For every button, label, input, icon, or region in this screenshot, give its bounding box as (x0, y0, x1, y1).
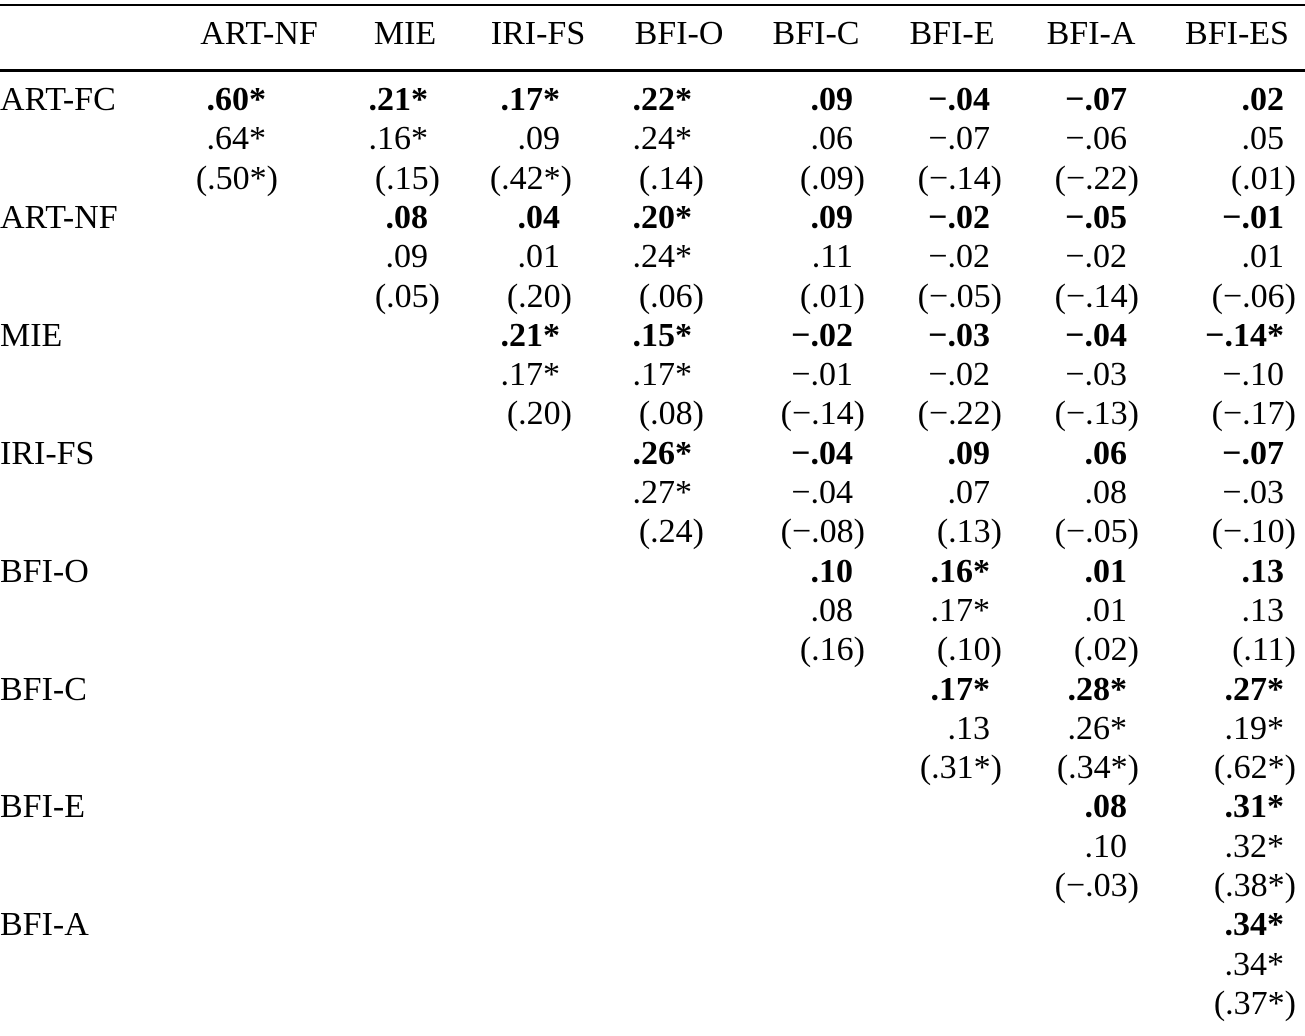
correlation-secondary: .32* (1224, 827, 1284, 865)
row-label: BFI-A (0, 906, 89, 944)
correlation-secondary: −.02 (928, 238, 990, 276)
correlation-parenthetical: (−.17) (1211, 395, 1296, 433)
correlation-value: .13 (1241, 552, 1284, 590)
correlation-secondary: .64* (206, 120, 266, 158)
correlation-value: .01 (1084, 552, 1127, 590)
correlation-parenthetical: (.01) (799, 277, 865, 315)
row-label: ART-NF (0, 198, 118, 236)
column-header: BFI-O (634, 15, 724, 52)
correlation-value: .21* (500, 316, 560, 354)
correlation-parenthetical: (.20) (506, 277, 572, 315)
correlation-value: .31* (1224, 788, 1284, 826)
correlation-parenthetical: (.13) (936, 513, 1002, 551)
correlation-secondary: .08 (810, 591, 853, 629)
correlation-value: .04 (517, 198, 560, 236)
correlation-value: .16* (930, 552, 990, 590)
correlation-parenthetical: (.06) (638, 277, 704, 315)
column-header: BFI-C (772, 15, 860, 52)
correlation-parenthetical: (.11) (1232, 631, 1296, 669)
correlation-parenthetical: (−.14) (780, 395, 865, 433)
correlation-value: −.07 (1222, 434, 1284, 472)
correlation-value: .20* (632, 198, 692, 236)
correlation-value: .17* (930, 670, 990, 708)
correlation-value: .27* (1224, 670, 1284, 708)
correlation-secondary: .17* (930, 591, 990, 629)
correlation-parenthetical: (.05) (374, 277, 440, 315)
correlation-value: .06 (1084, 434, 1127, 472)
correlation-parenthetical: (.42*) (489, 159, 572, 197)
correlation-secondary: −.06 (1065, 120, 1127, 158)
correlation-value: −.03 (928, 316, 990, 354)
correlation-parenthetical: (.62*) (1213, 749, 1296, 787)
correlation-parenthetical: (.10) (936, 631, 1002, 669)
correlation-secondary: .13 (947, 709, 990, 747)
correlation-parenthetical: (.14) (638, 159, 704, 197)
correlation-value: .28* (1067, 670, 1127, 708)
row-label: BFI-O (0, 552, 89, 590)
correlation-parenthetical: (−.10) (1211, 513, 1296, 551)
correlation-parenthetical: (.02) (1073, 631, 1139, 669)
correlation-value: .09 (810, 81, 853, 118)
correlation-value: .10 (810, 552, 853, 590)
correlation-secondary: −.10 (1222, 356, 1284, 394)
correlation-value: −.02 (791, 316, 853, 354)
correlation-secondary: .19* (1224, 709, 1284, 747)
correlation-secondary: −.03 (1065, 356, 1127, 394)
correlation-parenthetical: (−.03) (1054, 867, 1139, 904)
header-rule (0, 69, 1305, 72)
correlation-value: −.02 (928, 198, 990, 236)
row-label: BFI-C (0, 670, 87, 708)
correlation-value: .02 (1241, 81, 1284, 118)
correlation-parenthetical: (−.05) (1054, 513, 1139, 551)
correlation-secondary: .10 (1084, 827, 1127, 865)
correlation-value: −.04 (791, 434, 853, 472)
correlation-secondary: .05 (1241, 120, 1284, 158)
correlation-value: .09 (947, 434, 990, 472)
correlation-value: −.04 (1065, 316, 1127, 354)
correlation-value: −.07 (1065, 81, 1127, 118)
column-header: BFI-A (1046, 15, 1136, 52)
correlation-value: .08 (385, 198, 428, 236)
correlation-parenthetical: (.15) (374, 159, 440, 197)
correlation-value: .60* (206, 81, 266, 118)
correlation-secondary: −.07 (928, 120, 990, 158)
correlation-secondary: .34* (1224, 945, 1284, 983)
correlation-secondary: .09 (517, 120, 560, 158)
correlation-parenthetical: (.09) (799, 159, 865, 197)
correlation-parenthetical: (−.14) (1054, 277, 1139, 315)
correlation-secondary: −.02 (928, 356, 990, 394)
column-header: MIE (373, 15, 437, 52)
correlation-parenthetical: (.08) (638, 395, 704, 433)
correlation-parenthetical: (.16) (799, 631, 865, 669)
correlation-secondary: .17* (500, 356, 560, 394)
column-header: ART-NF (200, 15, 318, 52)
row-label: BFI-E (0, 788, 85, 826)
correlation-value: .08 (1084, 788, 1127, 826)
correlation-value: −.04 (928, 81, 990, 118)
correlation-parenthetical: (−.13) (1054, 395, 1139, 433)
correlation-parenthetical: (.37*) (1213, 984, 1296, 1022)
correlation-value: −.14* (1205, 316, 1284, 354)
correlation-secondary: .09 (385, 238, 428, 276)
column-header: IRI-FS (490, 15, 586, 52)
correlation-parenthetical: (.01) (1230, 159, 1296, 197)
row-label: MIE (0, 316, 63, 354)
correlation-parenthetical: (−.08) (780, 513, 865, 551)
correlation-secondary: −.04 (791, 474, 853, 511)
correlation-secondary: .13 (1241, 591, 1284, 629)
correlation-value: .26* (632, 434, 692, 472)
correlation-value: −.01 (1222, 198, 1284, 236)
top-rule (0, 4, 1305, 6)
correlation-parenthetical: (.20) (506, 395, 572, 433)
correlation-secondary: .08 (1084, 474, 1127, 511)
correlation-value: −.05 (1065, 198, 1127, 236)
correlation-parenthetical: (.34*) (1056, 749, 1139, 787)
row-label: IRI-FS (0, 434, 95, 472)
correlation-value: .21* (368, 81, 428, 118)
correlation-parenthetical: (.31*) (919, 749, 1002, 787)
row-label: ART-FC (0, 81, 116, 118)
correlation-parenthetical: (−.22) (1054, 159, 1139, 197)
correlation-secondary: .01 (1084, 591, 1127, 629)
correlation-value: .17* (500, 81, 560, 118)
correlation-secondary: .24* (632, 120, 692, 158)
correlation-value: .34* (1224, 906, 1284, 944)
correlation-value: .22* (632, 81, 692, 118)
correlation-parenthetical: (−.14) (917, 159, 1002, 197)
correlation-parenthetical: (.38*) (1213, 867, 1296, 904)
correlation-secondary: .17* (632, 356, 692, 394)
correlation-secondary: .24* (632, 238, 692, 276)
correlation-secondary: −.02 (1065, 238, 1127, 276)
correlation-secondary: .16* (368, 120, 428, 158)
correlation-secondary: .01 (517, 238, 560, 276)
correlation-parenthetical: (−.05) (917, 277, 1002, 315)
correlation-parenthetical: (−.22) (917, 395, 1002, 433)
correlation-parenthetical: (.50*) (195, 159, 278, 197)
correlation-parenthetical: (−.06) (1211, 277, 1296, 315)
column-header: BFI-ES (1185, 15, 1289, 52)
correlation-secondary: .01 (1241, 238, 1284, 276)
correlation-secondary: .07 (947, 474, 990, 511)
correlation-secondary: .06 (810, 120, 853, 158)
correlation-secondary: −.03 (1222, 474, 1284, 511)
correlation-parenthetical: (.24) (638, 513, 704, 551)
correlation-secondary: .26* (1067, 709, 1127, 747)
correlation-secondary: −.01 (791, 356, 853, 394)
correlation-value: .15* (632, 316, 692, 354)
correlation-secondary: .27* (632, 474, 692, 511)
correlation-value: .09 (810, 198, 853, 236)
column-header: BFI-E (909, 15, 995, 52)
correlation-secondary: .11 (811, 238, 853, 276)
